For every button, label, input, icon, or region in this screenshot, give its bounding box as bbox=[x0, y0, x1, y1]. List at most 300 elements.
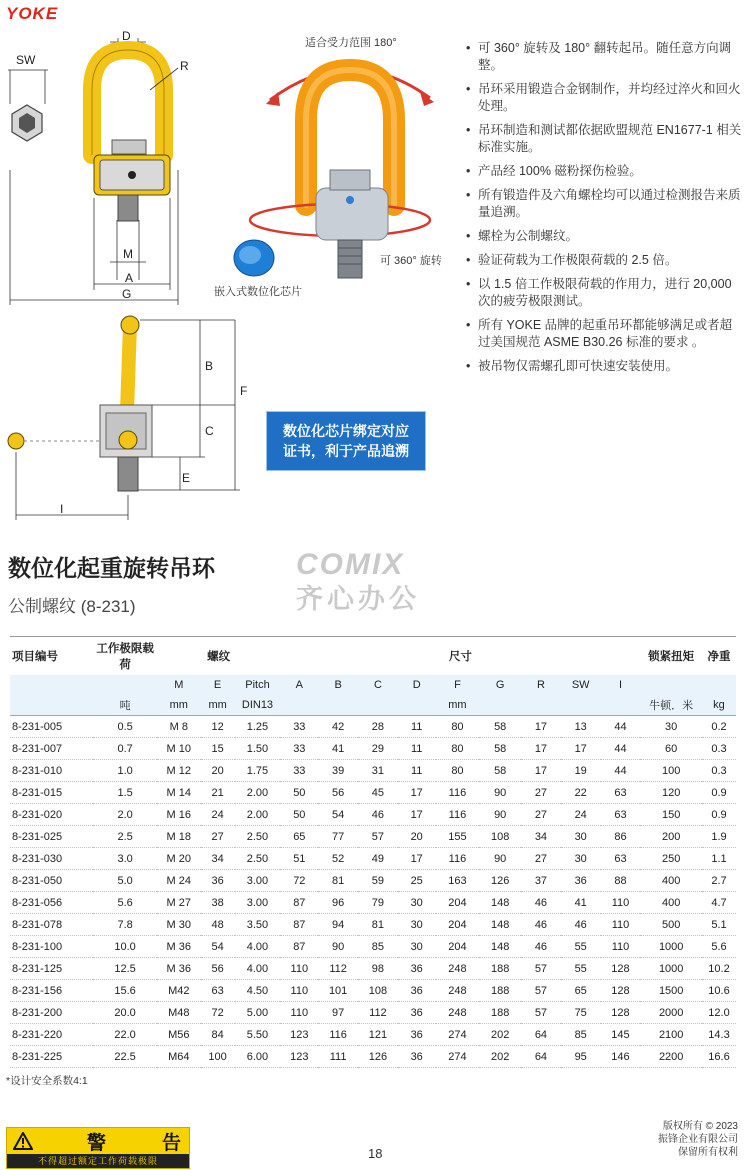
table-cell: 2200 bbox=[640, 1046, 702, 1068]
table-cell: 11 bbox=[398, 716, 436, 738]
feature-item: • 吊环制造和测试都依据欧盟规范 EN1677-1 相关标准实施。 bbox=[466, 122, 742, 156]
table-cell: 42 bbox=[318, 716, 358, 738]
table-cell: 97 bbox=[318, 1002, 358, 1024]
item-code-cell: 8-231-050 bbox=[10, 870, 93, 892]
dim-label-r: R bbox=[180, 59, 189, 73]
feature-item: • 螺栓为公制螺纹。 bbox=[466, 228, 742, 245]
table-cell: 57 bbox=[358, 826, 398, 848]
table-cell: 63 bbox=[201, 980, 235, 1002]
table-cell: M 27 bbox=[157, 892, 201, 914]
table-cell: M 18 bbox=[157, 826, 201, 848]
table-cell: 27 bbox=[521, 848, 561, 870]
table-cell: 17 bbox=[398, 782, 436, 804]
table-cell: 57 bbox=[521, 980, 561, 1002]
table-cell: 248 bbox=[436, 958, 480, 980]
table-row bbox=[10, 870, 736, 892]
table-cell: 110 bbox=[280, 980, 318, 1002]
table-cell: 72 bbox=[201, 1002, 235, 1024]
table-cell: M56 bbox=[157, 1024, 201, 1046]
table-cell: 50 bbox=[280, 782, 318, 804]
table-cell: 7.8 bbox=[93, 914, 157, 936]
table-cell: 2.50 bbox=[235, 826, 281, 848]
table-cell: 88 bbox=[601, 870, 641, 892]
table-cell: 36 bbox=[398, 980, 436, 1002]
item-code-cell: 8-231-007 bbox=[10, 738, 93, 760]
table-cell: 44 bbox=[601, 716, 641, 738]
table-cell: 5.0 bbox=[93, 870, 157, 892]
table-row bbox=[10, 804, 736, 826]
table-cell: 59 bbox=[358, 870, 398, 892]
table-cell: 5.50 bbox=[235, 1024, 281, 1046]
feature-item: • 可 360° 旋转及 180° 翻转起吊。随任意方向调整。 bbox=[466, 40, 742, 74]
table-cell: 36 bbox=[398, 1024, 436, 1046]
header-row bbox=[10, 637, 736, 676]
table-cell: 146 bbox=[601, 1046, 641, 1068]
table-cell: 46 bbox=[358, 804, 398, 826]
table-cell: 79 bbox=[358, 892, 398, 914]
table-cell: 11 bbox=[398, 760, 436, 782]
table-cell: 44 bbox=[601, 738, 641, 760]
table-cell: 33 bbox=[280, 760, 318, 782]
table-row bbox=[10, 914, 736, 936]
unit-m: mm bbox=[157, 695, 201, 716]
table-cell: M 20 bbox=[157, 848, 201, 870]
dim-label-m: M bbox=[123, 247, 133, 261]
table-cell: M64 bbox=[157, 1046, 201, 1068]
table-cell: 202 bbox=[479, 1046, 521, 1068]
table-cell: 63 bbox=[601, 848, 641, 870]
table-cell: 36 bbox=[398, 1046, 436, 1068]
page-title: 数位化起重旋转吊环 bbox=[8, 555, 215, 581]
table-cell: 46 bbox=[521, 936, 561, 958]
dim-label-sw: SW bbox=[16, 53, 36, 67]
table-cell: 39 bbox=[318, 760, 358, 782]
table-cell: 2.7 bbox=[702, 870, 736, 892]
table-cell: 12.0 bbox=[702, 1002, 736, 1024]
table-cell: 0.2 bbox=[702, 716, 736, 738]
chip-label: 嵌入式数位化芯片 bbox=[214, 286, 302, 298]
table-cell: 30 bbox=[561, 848, 601, 870]
table-cell: 202 bbox=[479, 1024, 521, 1046]
table-cell: 400 bbox=[640, 870, 702, 892]
table-cell: 63 bbox=[601, 782, 641, 804]
table-cell: M48 bbox=[157, 1002, 201, 1024]
table-cell: 58 bbox=[479, 760, 521, 782]
unit-e: mm bbox=[201, 695, 235, 716]
table-cell: 148 bbox=[479, 892, 521, 914]
table-cell: 274 bbox=[436, 1046, 480, 1068]
table-cell: 65 bbox=[280, 826, 318, 848]
table-cell: 250 bbox=[640, 848, 702, 870]
warning-text: 不得超过额定工作荷载极限 bbox=[7, 1154, 189, 1168]
table-cell: 30 bbox=[640, 716, 702, 738]
table-cell: 128 bbox=[601, 958, 641, 980]
table-cell: 19 bbox=[561, 760, 601, 782]
unit-pitch: DIN13 bbox=[235, 695, 281, 716]
table-cell: 80 bbox=[436, 716, 480, 738]
table-cell: 60 bbox=[640, 738, 702, 760]
unit-torque: 牛顿．米 bbox=[640, 695, 702, 716]
subheader-row bbox=[10, 675, 736, 695]
table-cell: 163 bbox=[436, 870, 480, 892]
table-cell: 116 bbox=[318, 1024, 358, 1046]
dim-label-e: E bbox=[182, 471, 191, 485]
table-cell: 38 bbox=[201, 892, 235, 914]
table-cell: 17 bbox=[521, 738, 561, 760]
table-cell: 1000 bbox=[640, 936, 702, 958]
subheader-c: C bbox=[358, 675, 398, 695]
table-cell: 0.9 bbox=[702, 782, 736, 804]
table-cell: 63 bbox=[601, 804, 641, 826]
table-cell: 75 bbox=[561, 1002, 601, 1024]
table-cell: 54 bbox=[318, 804, 358, 826]
table-cell: 17 bbox=[398, 848, 436, 870]
table-cell: M 8 bbox=[157, 716, 201, 738]
table-cell: 52 bbox=[318, 848, 358, 870]
table-cell: 274 bbox=[436, 1024, 480, 1046]
table-cell: 4.00 bbox=[235, 936, 281, 958]
table-cell: 188 bbox=[479, 980, 521, 1002]
range-label: 适合受力范围 180° bbox=[305, 37, 397, 49]
rotate-label: 可 360° 旋转 bbox=[380, 255, 442, 267]
feature-item: • 所有锻造件及六角螺栓均可以通过检测报告来质量追溯。 bbox=[466, 187, 742, 221]
table-cell: 101 bbox=[318, 980, 358, 1002]
table-cell: 200 bbox=[640, 826, 702, 848]
copyright-line: 保留所有权利 bbox=[678, 1147, 738, 1158]
table-cell: 120 bbox=[640, 782, 702, 804]
table-cell: 51 bbox=[280, 848, 318, 870]
table-cell: 56 bbox=[318, 782, 358, 804]
warning-icon bbox=[13, 1132, 33, 1150]
table-cell: 110 bbox=[601, 936, 641, 958]
table-cell: 36 bbox=[398, 1002, 436, 1024]
item-code-cell: 8-231-220 bbox=[10, 1024, 93, 1046]
table-cell: 22.0 bbox=[93, 1024, 157, 1046]
table-cell: 27 bbox=[201, 826, 235, 848]
table-cell: 30 bbox=[398, 914, 436, 936]
table-cell: 90 bbox=[479, 804, 521, 826]
table-cell: 57 bbox=[521, 1002, 561, 1024]
table-cell: 85 bbox=[561, 1024, 601, 1046]
copyright-line: 版权所有 © 2023 bbox=[662, 1121, 738, 1132]
table-cell: 41 bbox=[318, 738, 358, 760]
table-cell: 20 bbox=[201, 760, 235, 782]
warning-word-2: 告 bbox=[161, 1132, 181, 1154]
item-code-cell: 8-231-025 bbox=[10, 826, 93, 848]
subheader-d: D bbox=[398, 675, 436, 695]
table-cell: 145 bbox=[601, 1024, 641, 1046]
table-cell: 17 bbox=[561, 738, 601, 760]
table-cell: 12.5 bbox=[93, 958, 157, 980]
table-cell: 500 bbox=[640, 914, 702, 936]
table-cell: 20 bbox=[398, 826, 436, 848]
table-cell: 110 bbox=[280, 958, 318, 980]
table-cell: 29 bbox=[358, 738, 398, 760]
table-cell: 100 bbox=[640, 760, 702, 782]
table-cell: 155 bbox=[436, 826, 480, 848]
table-cell: 90 bbox=[318, 936, 358, 958]
table-cell: 44 bbox=[601, 760, 641, 782]
product-render bbox=[214, 35, 442, 298]
table-cell: 28 bbox=[358, 716, 398, 738]
table-cell: 1.9 bbox=[702, 826, 736, 848]
table-cell: 5.00 bbox=[235, 1002, 281, 1024]
table-cell: 80 bbox=[436, 760, 480, 782]
comix-watermark bbox=[296, 548, 466, 623]
table-cell: 46 bbox=[521, 892, 561, 914]
table-cell: 46 bbox=[521, 914, 561, 936]
feature-item: • 被吊物仅需螺孔即可快速安装使用。 bbox=[466, 358, 742, 375]
table-cell: 400 bbox=[640, 892, 702, 914]
table-cell: 6.00 bbox=[235, 1046, 281, 1068]
feature-item: • 验证荷载为工作极限荷载的 2.5 倍。 bbox=[466, 252, 742, 269]
table-cell: 5.1 bbox=[702, 914, 736, 936]
table-cell: 126 bbox=[479, 870, 521, 892]
item-code-cell: 8-231-056 bbox=[10, 892, 93, 914]
table-cell: 148 bbox=[479, 936, 521, 958]
subheader-m: M bbox=[157, 675, 201, 695]
table-cell: 5.6 bbox=[702, 936, 736, 958]
subheader-f: F bbox=[436, 675, 480, 695]
table-cell: 87 bbox=[280, 914, 318, 936]
table-row bbox=[10, 892, 736, 914]
table-cell: 204 bbox=[436, 914, 480, 936]
item-code-cell: 8-231-020 bbox=[10, 804, 93, 826]
header-thread: 螺纹 bbox=[157, 637, 281, 676]
copyright-block bbox=[658, 1120, 738, 1159]
item-code-cell: 8-231-010 bbox=[10, 760, 93, 782]
table-cell: 204 bbox=[436, 936, 480, 958]
table-row bbox=[10, 826, 736, 848]
table-cell: 90 bbox=[479, 782, 521, 804]
subheader-r: R bbox=[521, 675, 561, 695]
subheader-pitch: Pitch bbox=[235, 675, 281, 695]
item-code-cell: 8-231-030 bbox=[10, 848, 93, 870]
table-cell: 22.5 bbox=[93, 1046, 157, 1068]
table-cell: 108 bbox=[358, 980, 398, 1002]
table-cell: 36 bbox=[561, 870, 601, 892]
table-cell: 86 bbox=[601, 826, 641, 848]
table-cell: 4.00 bbox=[235, 958, 281, 980]
dim-label-a: A bbox=[125, 271, 134, 285]
item-code-cell: 8-231-225 bbox=[10, 1046, 93, 1068]
page-subtitle: 公制螺纹 (8-231) bbox=[8, 597, 136, 616]
table-cell: 45 bbox=[358, 782, 398, 804]
table-cell: 50 bbox=[280, 804, 318, 826]
table-row bbox=[10, 738, 736, 760]
table-cell: 12 bbox=[201, 716, 235, 738]
item-code-cell: 8-231-015 bbox=[10, 782, 93, 804]
table-cell: 72 bbox=[280, 870, 318, 892]
table-cell: 2.00 bbox=[235, 804, 281, 826]
table-cell: 24 bbox=[201, 804, 235, 826]
table-cell: M 24 bbox=[157, 870, 201, 892]
table-cell: 123 bbox=[280, 1046, 318, 1068]
item-code-cell: 8-231-005 bbox=[10, 716, 93, 738]
table-cell: 150 bbox=[640, 804, 702, 826]
header-code: 项目编号 bbox=[10, 637, 93, 676]
table-cell: 3.00 bbox=[235, 892, 281, 914]
table-cell: M42 bbox=[157, 980, 201, 1002]
table-cell: 49 bbox=[358, 848, 398, 870]
subheader-b: B bbox=[318, 675, 358, 695]
spec-table-body bbox=[10, 716, 736, 1068]
item-code-cell: 8-231-078 bbox=[10, 914, 93, 936]
table-cell: 81 bbox=[358, 914, 398, 936]
item-code-cell: 8-231-156 bbox=[10, 980, 93, 1002]
table-cell: 84 bbox=[201, 1024, 235, 1046]
unit-wll: 吨 bbox=[93, 695, 157, 716]
table-cell: 65 bbox=[561, 980, 601, 1002]
feature-item: • 产品经 100% 磁粉探伤检验。 bbox=[466, 163, 742, 180]
table-cell: 1.25 bbox=[235, 716, 281, 738]
table-cell: 116 bbox=[436, 804, 480, 826]
table-cell: 0.9 bbox=[702, 804, 736, 826]
table-cell: 0.3 bbox=[702, 738, 736, 760]
table-cell: M 30 bbox=[157, 914, 201, 936]
copyright-line: 振锋企业有限公司 bbox=[658, 1134, 738, 1145]
item-code-cell: 8-231-200 bbox=[10, 1002, 93, 1024]
table-cell: 128 bbox=[601, 980, 641, 1002]
table-row bbox=[10, 716, 736, 738]
table-row bbox=[10, 848, 736, 870]
table-cell: 0.5 bbox=[93, 716, 157, 738]
table-cell: 20.0 bbox=[93, 1002, 157, 1024]
table-cell: 36 bbox=[398, 958, 436, 980]
table-cell: 11 bbox=[398, 738, 436, 760]
chip-callout: 数位化芯片绑定对应证书，利于产品追溯 bbox=[266, 411, 426, 471]
subheader-i: I bbox=[601, 675, 641, 695]
table-cell: 10.2 bbox=[702, 958, 736, 980]
table-cell: 3.0 bbox=[93, 848, 157, 870]
table-cell: 248 bbox=[436, 980, 480, 1002]
table-cell: 17 bbox=[521, 760, 561, 782]
warning-word-1: 警 bbox=[86, 1132, 108, 1154]
table-cell: 0.7 bbox=[93, 738, 157, 760]
dim-label-d: D bbox=[122, 29, 131, 43]
table-cell: 33 bbox=[280, 716, 318, 738]
table-cell: 1500 bbox=[640, 980, 702, 1002]
table-cell: 31 bbox=[358, 760, 398, 782]
table-cell: M 16 bbox=[157, 804, 201, 826]
header-wll: 工作极限载荷 bbox=[93, 637, 157, 676]
table-cell: M 10 bbox=[157, 738, 201, 760]
table-cell: 21 bbox=[201, 782, 235, 804]
table-cell: 27 bbox=[521, 804, 561, 826]
table-cell: 2100 bbox=[640, 1024, 702, 1046]
table-cell: 87 bbox=[280, 892, 318, 914]
table-cell: 27 bbox=[521, 782, 561, 804]
feature-item: • 以 1.5 倍工作极限荷载的作用力，进行 20,000 次的疲劳极限测试。 bbox=[466, 276, 742, 310]
table-cell: 54 bbox=[201, 936, 235, 958]
unit-weight: kg bbox=[702, 695, 736, 716]
table-cell: 0.3 bbox=[702, 760, 736, 782]
table-cell: 36 bbox=[201, 870, 235, 892]
table-cell: 3.50 bbox=[235, 914, 281, 936]
dim-label-g: G bbox=[122, 287, 132, 301]
table-cell: 56 bbox=[201, 958, 235, 980]
table-row bbox=[10, 1024, 736, 1046]
front-view-drawing bbox=[8, 29, 189, 305]
table-cell: 111 bbox=[318, 1046, 358, 1068]
table-cell: 15.6 bbox=[93, 980, 157, 1002]
table-cell: 94 bbox=[318, 914, 358, 936]
table-cell: 34 bbox=[201, 848, 235, 870]
table-cell: 148 bbox=[479, 914, 521, 936]
feature-item: • 所有 YOKE 品牌的起重吊环都能够满足或者超过美国规范 ASME B30.26 标准的要求 。 bbox=[466, 317, 742, 351]
table-cell: M 36 bbox=[157, 936, 201, 958]
table-cell: 5.6 bbox=[93, 892, 157, 914]
table-cell: 110 bbox=[601, 914, 641, 936]
dim-label-c: C bbox=[205, 424, 214, 438]
table-cell: 110 bbox=[280, 1002, 318, 1024]
subheader-sw: SW bbox=[561, 675, 601, 695]
table-cell: 10.6 bbox=[702, 980, 736, 1002]
table-cell: 64 bbox=[521, 1046, 561, 1068]
table-cell: 57 bbox=[521, 958, 561, 980]
table-cell: 10.0 bbox=[93, 936, 157, 958]
dim-label-b: B bbox=[205, 359, 214, 373]
subheader-g: G bbox=[479, 675, 521, 695]
table-cell: 126 bbox=[358, 1046, 398, 1068]
table-cell: 25 bbox=[398, 870, 436, 892]
table-cell: 188 bbox=[479, 1002, 521, 1024]
table-cell: 33 bbox=[280, 738, 318, 760]
table-cell: 1.75 bbox=[235, 760, 281, 782]
dim-label-f: F bbox=[240, 384, 248, 398]
table-cell: 14.3 bbox=[702, 1024, 736, 1046]
table-cell: M 12 bbox=[157, 760, 201, 782]
safety-note: *设计安全系数4:1 bbox=[6, 1075, 88, 1087]
spec-table bbox=[10, 636, 736, 1068]
table-cell: 121 bbox=[358, 1024, 398, 1046]
brand-logo: YOKE bbox=[6, 4, 59, 23]
table-cell: 30 bbox=[561, 826, 601, 848]
table-cell: 95 bbox=[561, 1046, 601, 1068]
table-cell: M 14 bbox=[157, 782, 201, 804]
table-row bbox=[10, 1002, 736, 1024]
header-weight: 净重 bbox=[702, 637, 736, 676]
warning-label bbox=[6, 1127, 190, 1169]
table-cell: 248 bbox=[436, 1002, 480, 1024]
comix-brand: COMIX bbox=[296, 548, 405, 581]
table-cell: 34 bbox=[521, 826, 561, 848]
table-cell: 116 bbox=[436, 848, 480, 870]
units-row bbox=[10, 695, 736, 716]
table-cell: 108 bbox=[479, 826, 521, 848]
table-cell: 1.1 bbox=[702, 848, 736, 870]
table-cell: 2.50 bbox=[235, 848, 281, 870]
dim-label-i: I bbox=[60, 502, 64, 516]
table-cell: 1000 bbox=[640, 958, 702, 980]
table-cell: 41 bbox=[561, 892, 601, 914]
header-torque: 锁紧扭矩 bbox=[640, 637, 702, 676]
table-cell: 30 bbox=[398, 936, 436, 958]
table-cell: 48 bbox=[201, 914, 235, 936]
table-row bbox=[10, 980, 736, 1002]
subheader-a: A bbox=[280, 675, 318, 695]
table-cell: 15 bbox=[201, 738, 235, 760]
side-view-drawing bbox=[8, 316, 247, 520]
table-cell: 2.5 bbox=[93, 826, 157, 848]
table-cell: 16.6 bbox=[702, 1046, 736, 1068]
table-row bbox=[10, 760, 736, 782]
table-cell: 81 bbox=[318, 870, 358, 892]
table-cell: 100 bbox=[201, 1046, 235, 1068]
table-cell: 46 bbox=[561, 914, 601, 936]
table-cell: 98 bbox=[358, 958, 398, 980]
table-row bbox=[10, 1046, 736, 1068]
